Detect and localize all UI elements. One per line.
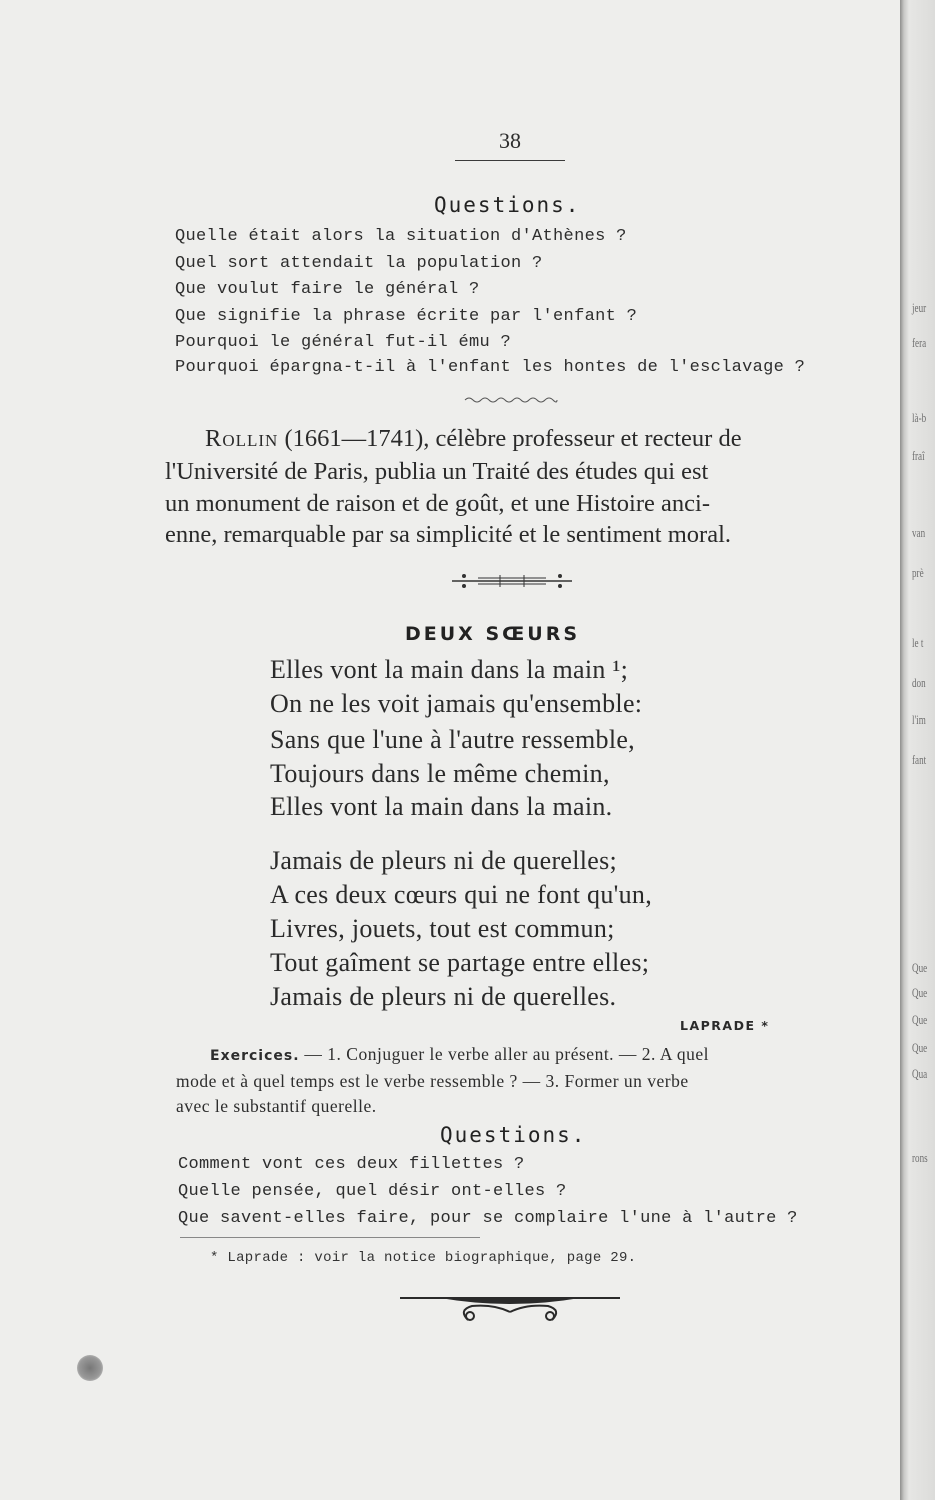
verse-line: Elles vont la main dans la main ¹;: [270, 655, 629, 684]
questions-heading: Questions.: [434, 193, 581, 217]
page-number-rule: [455, 160, 565, 161]
end-ornament: [400, 1292, 620, 1332]
question-line: Que savent-elles faire, pour se complaire l'une à l'autre ?: [178, 1209, 798, 1228]
facing-page-edge: jeur fera là-b fraî van prè le t don l'im fant Que Que Que Que Qua rons: [900, 0, 935, 1500]
verse-line: Jamais de pleurs ni de querelles.: [270, 982, 617, 1011]
verse-line: Sans que l'une à l'autre ressemble,: [270, 725, 635, 754]
exercises-label: Exercices.: [210, 1048, 300, 1064]
poem-title: DEUX SŒURS: [405, 623, 581, 645]
verse-line: Elles vont la main dans la main.: [270, 792, 613, 821]
question-line: Quelle pensée, quel désir ont-elles ?: [178, 1182, 567, 1201]
question-line: Que signifie la phrase écrite par l'enfant ?: [175, 307, 638, 326]
poem-author: LAPRADE *: [680, 1018, 770, 1033]
question-line: Pourquoi épargna-t-il à l'enfant les hontes de l'esclavage ?: [175, 358, 806, 377]
exercises-line-1: Exercices. — 1. Conjuguer le verbe aller au présent. — 2. A quel: [210, 1044, 710, 1064]
rollin-line-4: enne, remarquable par sa simplicité et le sentiment moral.: [165, 521, 732, 548]
wavy-rule-ornament: [465, 396, 557, 404]
question-line: Quel sort attendait la population ?: [175, 254, 543, 273]
question-line: Que voulut faire le général ?: [175, 280, 480, 299]
verse-line: Jamais de pleurs ni de querelles;: [270, 846, 618, 875]
verse-line: Toujours dans le même chemin,: [270, 759, 610, 788]
verse-line: On ne les voit jamais qu'ensemble:: [270, 689, 643, 718]
exercises-line-2: mode et à quel temps est le verbe ressemble ? — 3. Former un verbe: [176, 1071, 689, 1091]
verse-line: A ces deux cœurs qui ne font qu'un,: [270, 880, 653, 909]
questions-heading-2: Questions.: [440, 1123, 587, 1147]
verse-line: Tout gaîment se partage entre elles;: [270, 948, 650, 977]
section-ornament: [448, 572, 576, 590]
question-line: Pourquoi le général fut-il ému ?: [175, 333, 512, 352]
rollin-name: Rollin: [205, 425, 279, 452]
question-line: Comment vont ces deux fillettes ?: [178, 1155, 525, 1174]
ink-blot: [77, 1355, 103, 1381]
rollin-line-3: un monument de raison et de goût, et une Histoire anci-: [165, 490, 710, 517]
footnote: * Laprade : voir la notice biographique, page 29.: [210, 1250, 637, 1266]
page-number: 38: [499, 128, 521, 153]
footnote-rule: [180, 1237, 480, 1238]
exercises-line-3: avec le substantif querelle.: [176, 1096, 377, 1116]
question-line: Quelle était alors la situation d'Athènes ?: [175, 227, 627, 246]
rollin-line-2: l'Université de Paris, publia un Traité des études qui est: [165, 458, 709, 485]
rollin-line-1: Rollin (1661—1741), célèbre professeur et recteur de: [205, 425, 742, 452]
verse-line: Livres, jouets, tout est commun;: [270, 914, 615, 943]
